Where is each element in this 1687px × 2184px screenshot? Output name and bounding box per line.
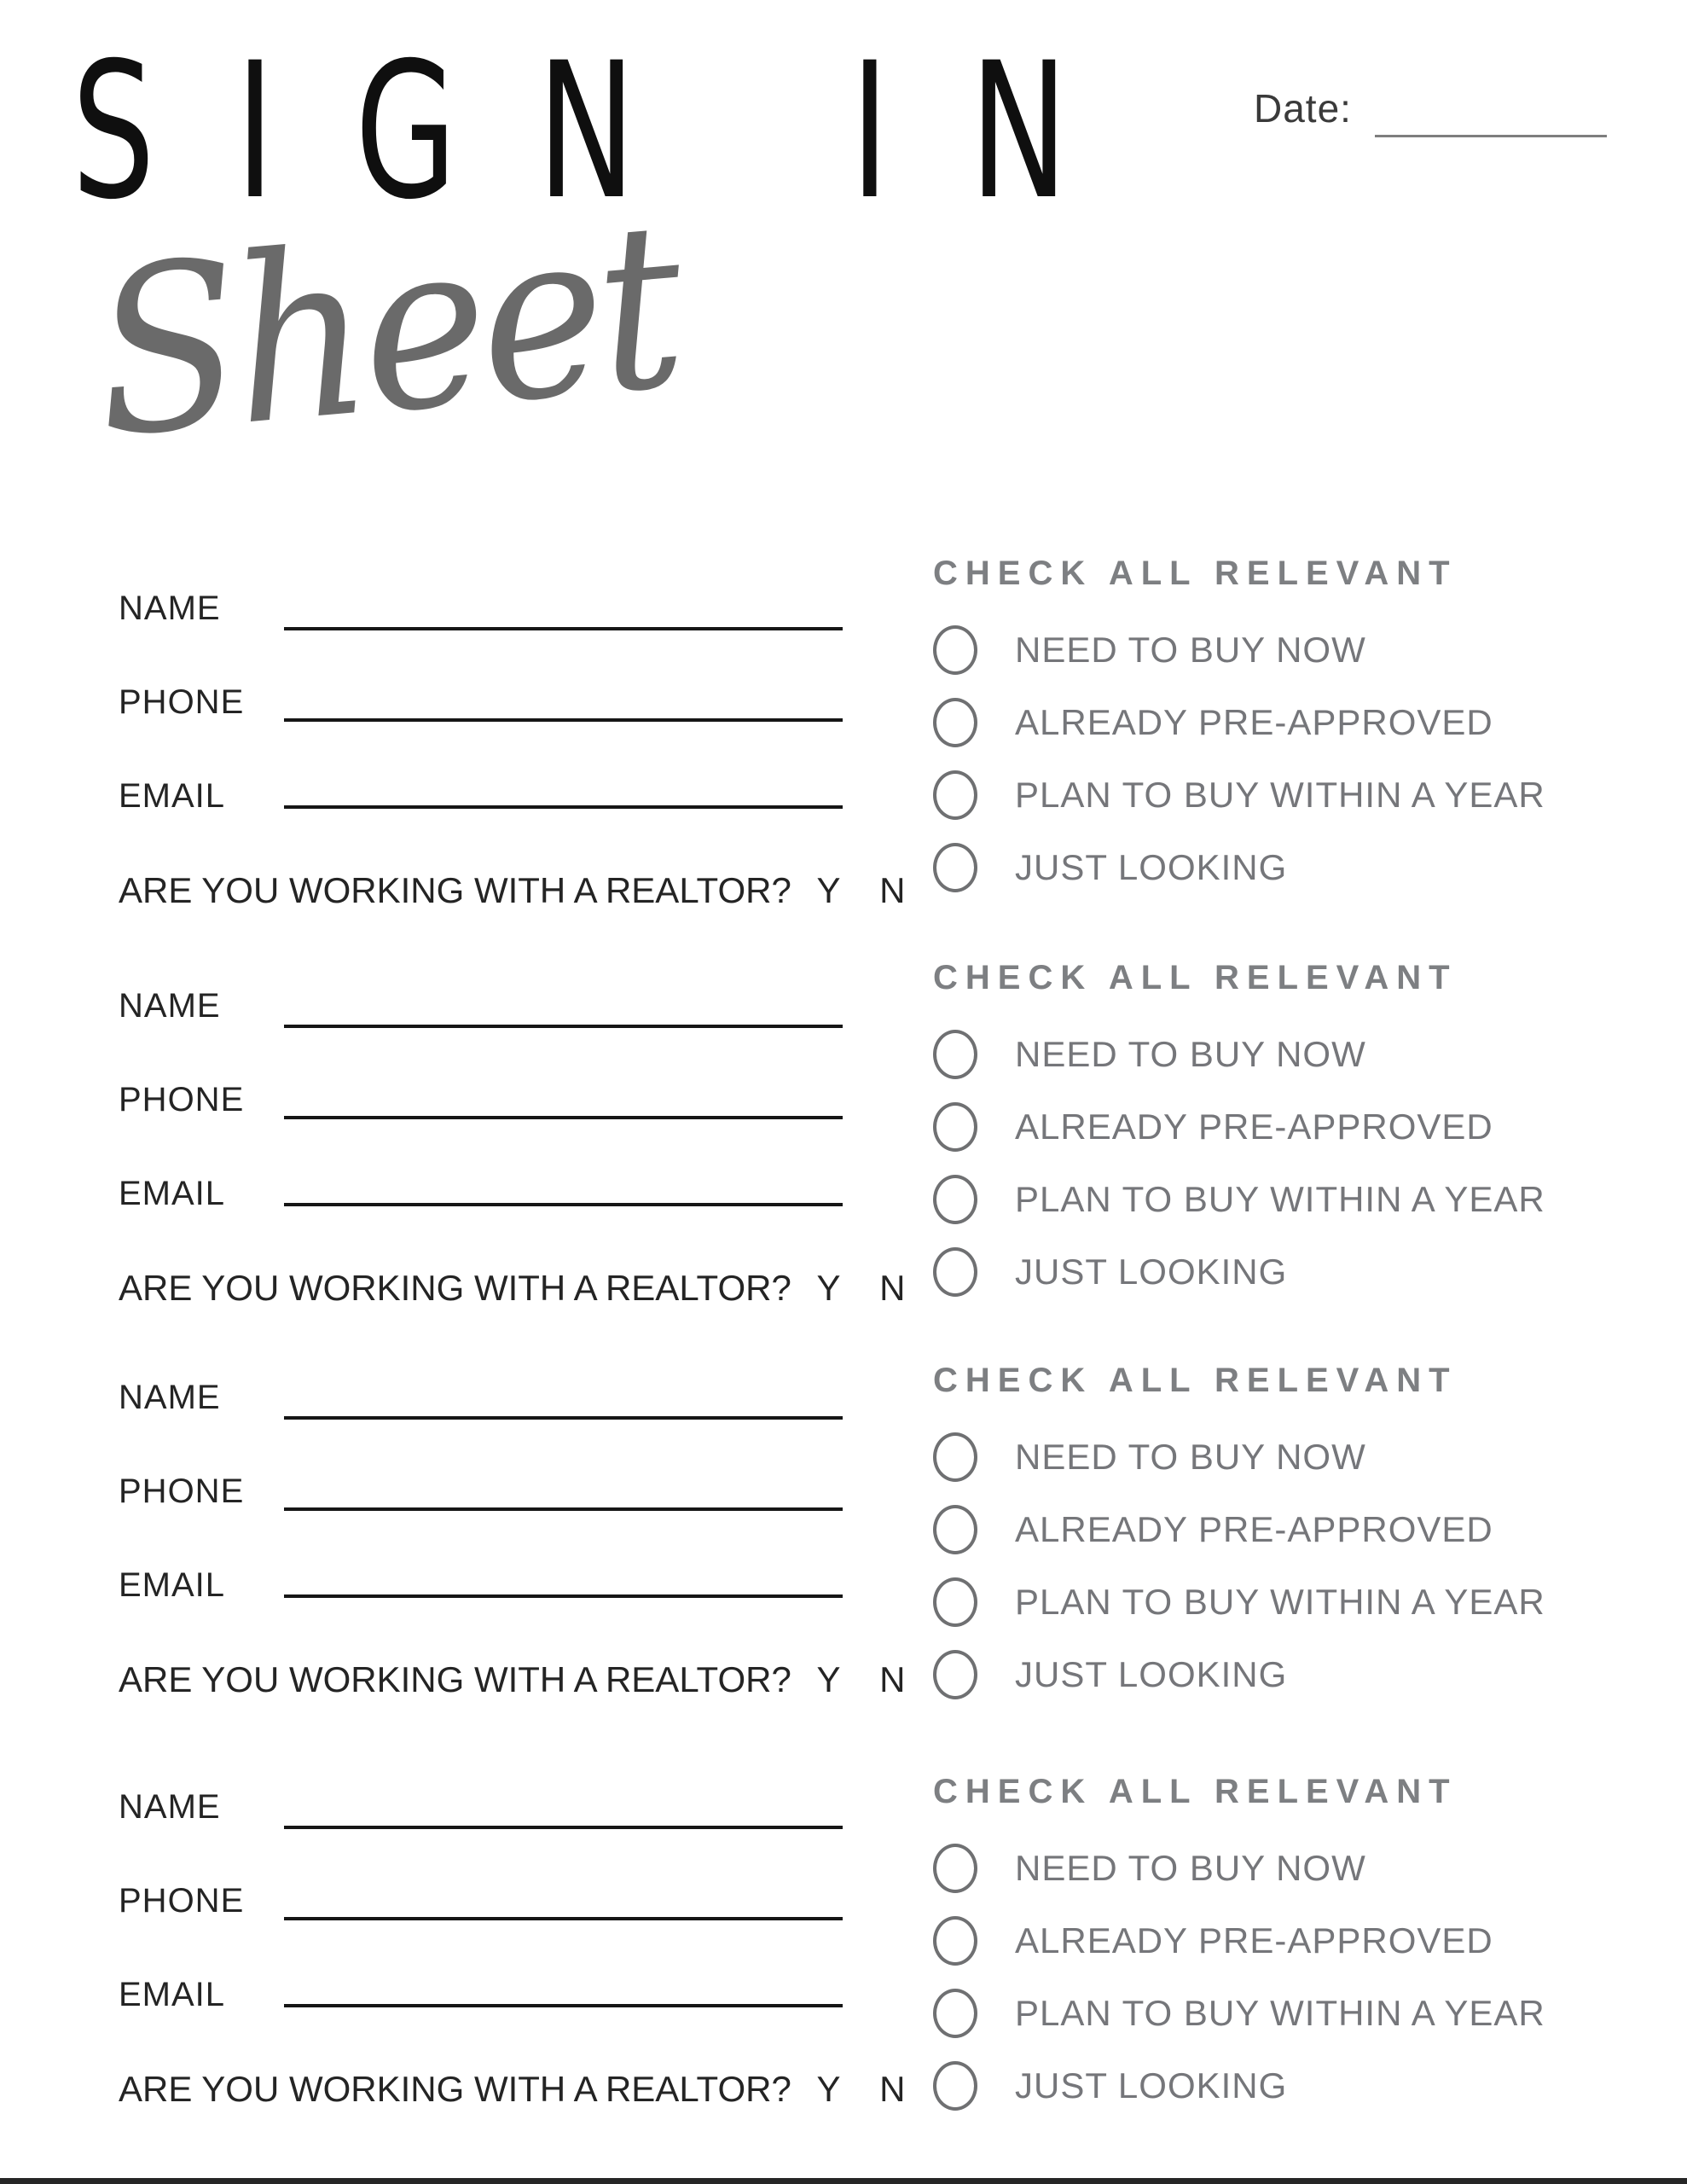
option-plan-to-buy-within-a-year [933, 1174, 1615, 1225]
page-bottom-edge-line [0, 2178, 1687, 2184]
option-just-looking [933, 1246, 1615, 1298]
option-label: ALREADY PRE-APPROVED [1015, 1920, 1493, 1960]
checkbox-circle-icon[interactable] [933, 1432, 977, 1482]
checkbox-circle-icon[interactable] [933, 1989, 977, 2038]
name-label: NAME [119, 987, 221, 1025]
email-input-line[interactable] [284, 1594, 843, 1598]
option-label: PLAN TO BUY WITHIN A YEAR [1015, 775, 1545, 815]
option-just-looking [933, 1649, 1615, 1700]
realtor-no-option[interactable]: N [879, 1659, 906, 1699]
option-already-pre-approved [933, 1915, 1615, 1966]
email-label: EMAIL [119, 1566, 226, 1604]
checkbox-circle-icon[interactable] [933, 1844, 977, 1893]
entry-block-3 [119, 1379, 906, 1716]
option-label: JUST LOOKING [1015, 847, 1288, 887]
option-need-to-buy-now [933, 624, 1615, 676]
checkbox-circle-icon[interactable] [933, 2061, 977, 2111]
option-label: JUST LOOKING [1015, 1252, 1288, 1292]
phone-label: PHONE [119, 683, 245, 721]
realtor-yes-option[interactable]: Y [816, 2069, 841, 2109]
option-label: JUST LOOKING [1015, 2065, 1288, 2106]
option-plan-to-buy-within-a-year [933, 1577, 1615, 1628]
check-group-header: CHECK ALL RELEVANT [933, 1362, 1458, 1399]
option-label: NEED TO BUY NOW [1015, 630, 1366, 670]
check-group-3 [933, 1360, 1615, 1722]
phone-input-line[interactable] [284, 1917, 843, 1920]
email-label: EMAIL [119, 1976, 226, 2013]
option-label: JUST LOOKING [1015, 1654, 1288, 1694]
phone-label: PHONE [119, 1472, 245, 1510]
realtor-yes-option[interactable]: Y [816, 1268, 841, 1308]
realtor-question: ARE YOU WORKING WITH A REALTOR? [119, 1659, 791, 1699]
phone-label: PHONE [119, 1081, 245, 1118]
email-label: EMAIL [119, 777, 226, 815]
check-group-2 [933, 957, 1615, 1319]
name-label: NAME [119, 1379, 221, 1416]
name-label: NAME [119, 590, 221, 627]
realtor-question: ARE YOU WORKING WITH A REALTOR? [119, 870, 791, 910]
checkbox-circle-icon[interactable] [933, 1247, 977, 1297]
option-plan-to-buy-within-a-year [933, 770, 1615, 821]
email-input-line[interactable] [284, 805, 843, 809]
email-label: EMAIL [119, 1175, 226, 1212]
date-label: Date: [1254, 86, 1352, 131]
check-group-4 [933, 1771, 1615, 2133]
email-input-line[interactable] [284, 2004, 843, 2007]
check-options [933, 624, 1615, 893]
name-input-line[interactable] [284, 1025, 843, 1028]
realtor-question-row [119, 871, 906, 910]
check-group-1 [933, 553, 1615, 915]
option-need-to-buy-now [933, 1432, 1615, 1483]
option-label: ALREADY PRE-APPROVED [1015, 1107, 1493, 1147]
option-already-pre-approved [933, 697, 1615, 748]
phone-label: PHONE [119, 1882, 245, 1920]
phone-input-line[interactable] [284, 1507, 843, 1511]
check-group-header: CHECK ALL RELEVANT [933, 959, 1458, 996]
realtor-question-row [119, 2070, 906, 2109]
option-already-pre-approved [933, 1101, 1615, 1153]
checkbox-circle-icon[interactable] [933, 1505, 977, 1554]
realtor-no-option[interactable]: N [879, 870, 906, 910]
option-just-looking [933, 2060, 1615, 2111]
option-need-to-buy-now [933, 1843, 1615, 1894]
phone-input-line[interactable] [284, 718, 843, 722]
checkbox-circle-icon[interactable] [933, 698, 977, 747]
name-label: NAME [119, 1788, 221, 1826]
option-already-pre-approved [933, 1504, 1615, 1555]
checkbox-circle-icon[interactable] [933, 843, 977, 892]
realtor-no-option[interactable]: N [879, 2069, 906, 2109]
realtor-question: ARE YOU WORKING WITH A REALTOR? [119, 2069, 791, 2109]
option-just-looking [933, 842, 1615, 893]
option-plan-to-buy-within-a-year [933, 1988, 1615, 2039]
option-label: NEED TO BUY NOW [1015, 1034, 1366, 1074]
check-group-header: CHECK ALL RELEVANT [933, 555, 1458, 592]
name-input-line[interactable] [284, 1416, 843, 1420]
realtor-question: ARE YOU WORKING WITH A REALTOR? [119, 1268, 791, 1308]
page-title: SIGN IN [72, 22, 1149, 241]
email-input-line[interactable] [284, 1203, 843, 1206]
option-label: PLAN TO BUY WITHIN A YEAR [1015, 1993, 1545, 2033]
checkbox-circle-icon[interactable] [933, 1102, 977, 1152]
name-input-line[interactable] [284, 1826, 843, 1829]
check-options [933, 1843, 1615, 2111]
checkbox-circle-icon[interactable] [933, 1916, 977, 1966]
option-label: PLAN TO BUY WITHIN A YEAR [1015, 1179, 1545, 1219]
checkbox-circle-icon[interactable] [933, 770, 977, 820]
realtor-question-row [119, 1269, 906, 1308]
name-input-line[interactable] [284, 627, 843, 630]
checkbox-circle-icon[interactable] [933, 1030, 977, 1079]
option-label: ALREADY PRE-APPROVED [1015, 1509, 1493, 1549]
option-need-to-buy-now [933, 1029, 1615, 1080]
realtor-yes-option[interactable]: Y [816, 870, 841, 910]
entry-block-2 [119, 987, 906, 1324]
phone-input-line[interactable] [284, 1116, 843, 1119]
entry-block-1 [119, 590, 906, 926]
realtor-yes-option[interactable]: Y [816, 1659, 841, 1699]
realtor-no-option[interactable]: N [879, 1268, 906, 1308]
checkbox-circle-icon[interactable] [933, 625, 977, 675]
checkbox-circle-icon[interactable] [933, 1175, 977, 1224]
option-label: PLAN TO BUY WITHIN A YEAR [1015, 1582, 1545, 1622]
option-label: NEED TO BUY NOW [1015, 1848, 1366, 1888]
check-options [933, 1432, 1615, 1700]
checkbox-circle-icon[interactable] [933, 1650, 977, 1699]
option-label: ALREADY PRE-APPROVED [1015, 702, 1493, 742]
check-group-header: CHECK ALL RELEVANT [933, 1773, 1458, 1810]
check-options [933, 1029, 1615, 1298]
checkbox-circle-icon[interactable] [933, 1577, 977, 1627]
page-subtitle-script: Sheet [84, 172, 687, 489]
entry-block-4 [119, 1788, 906, 2125]
option-label: NEED TO BUY NOW [1015, 1437, 1366, 1477]
realtor-question-row [119, 1660, 906, 1699]
date-input-line[interactable] [1375, 135, 1607, 137]
